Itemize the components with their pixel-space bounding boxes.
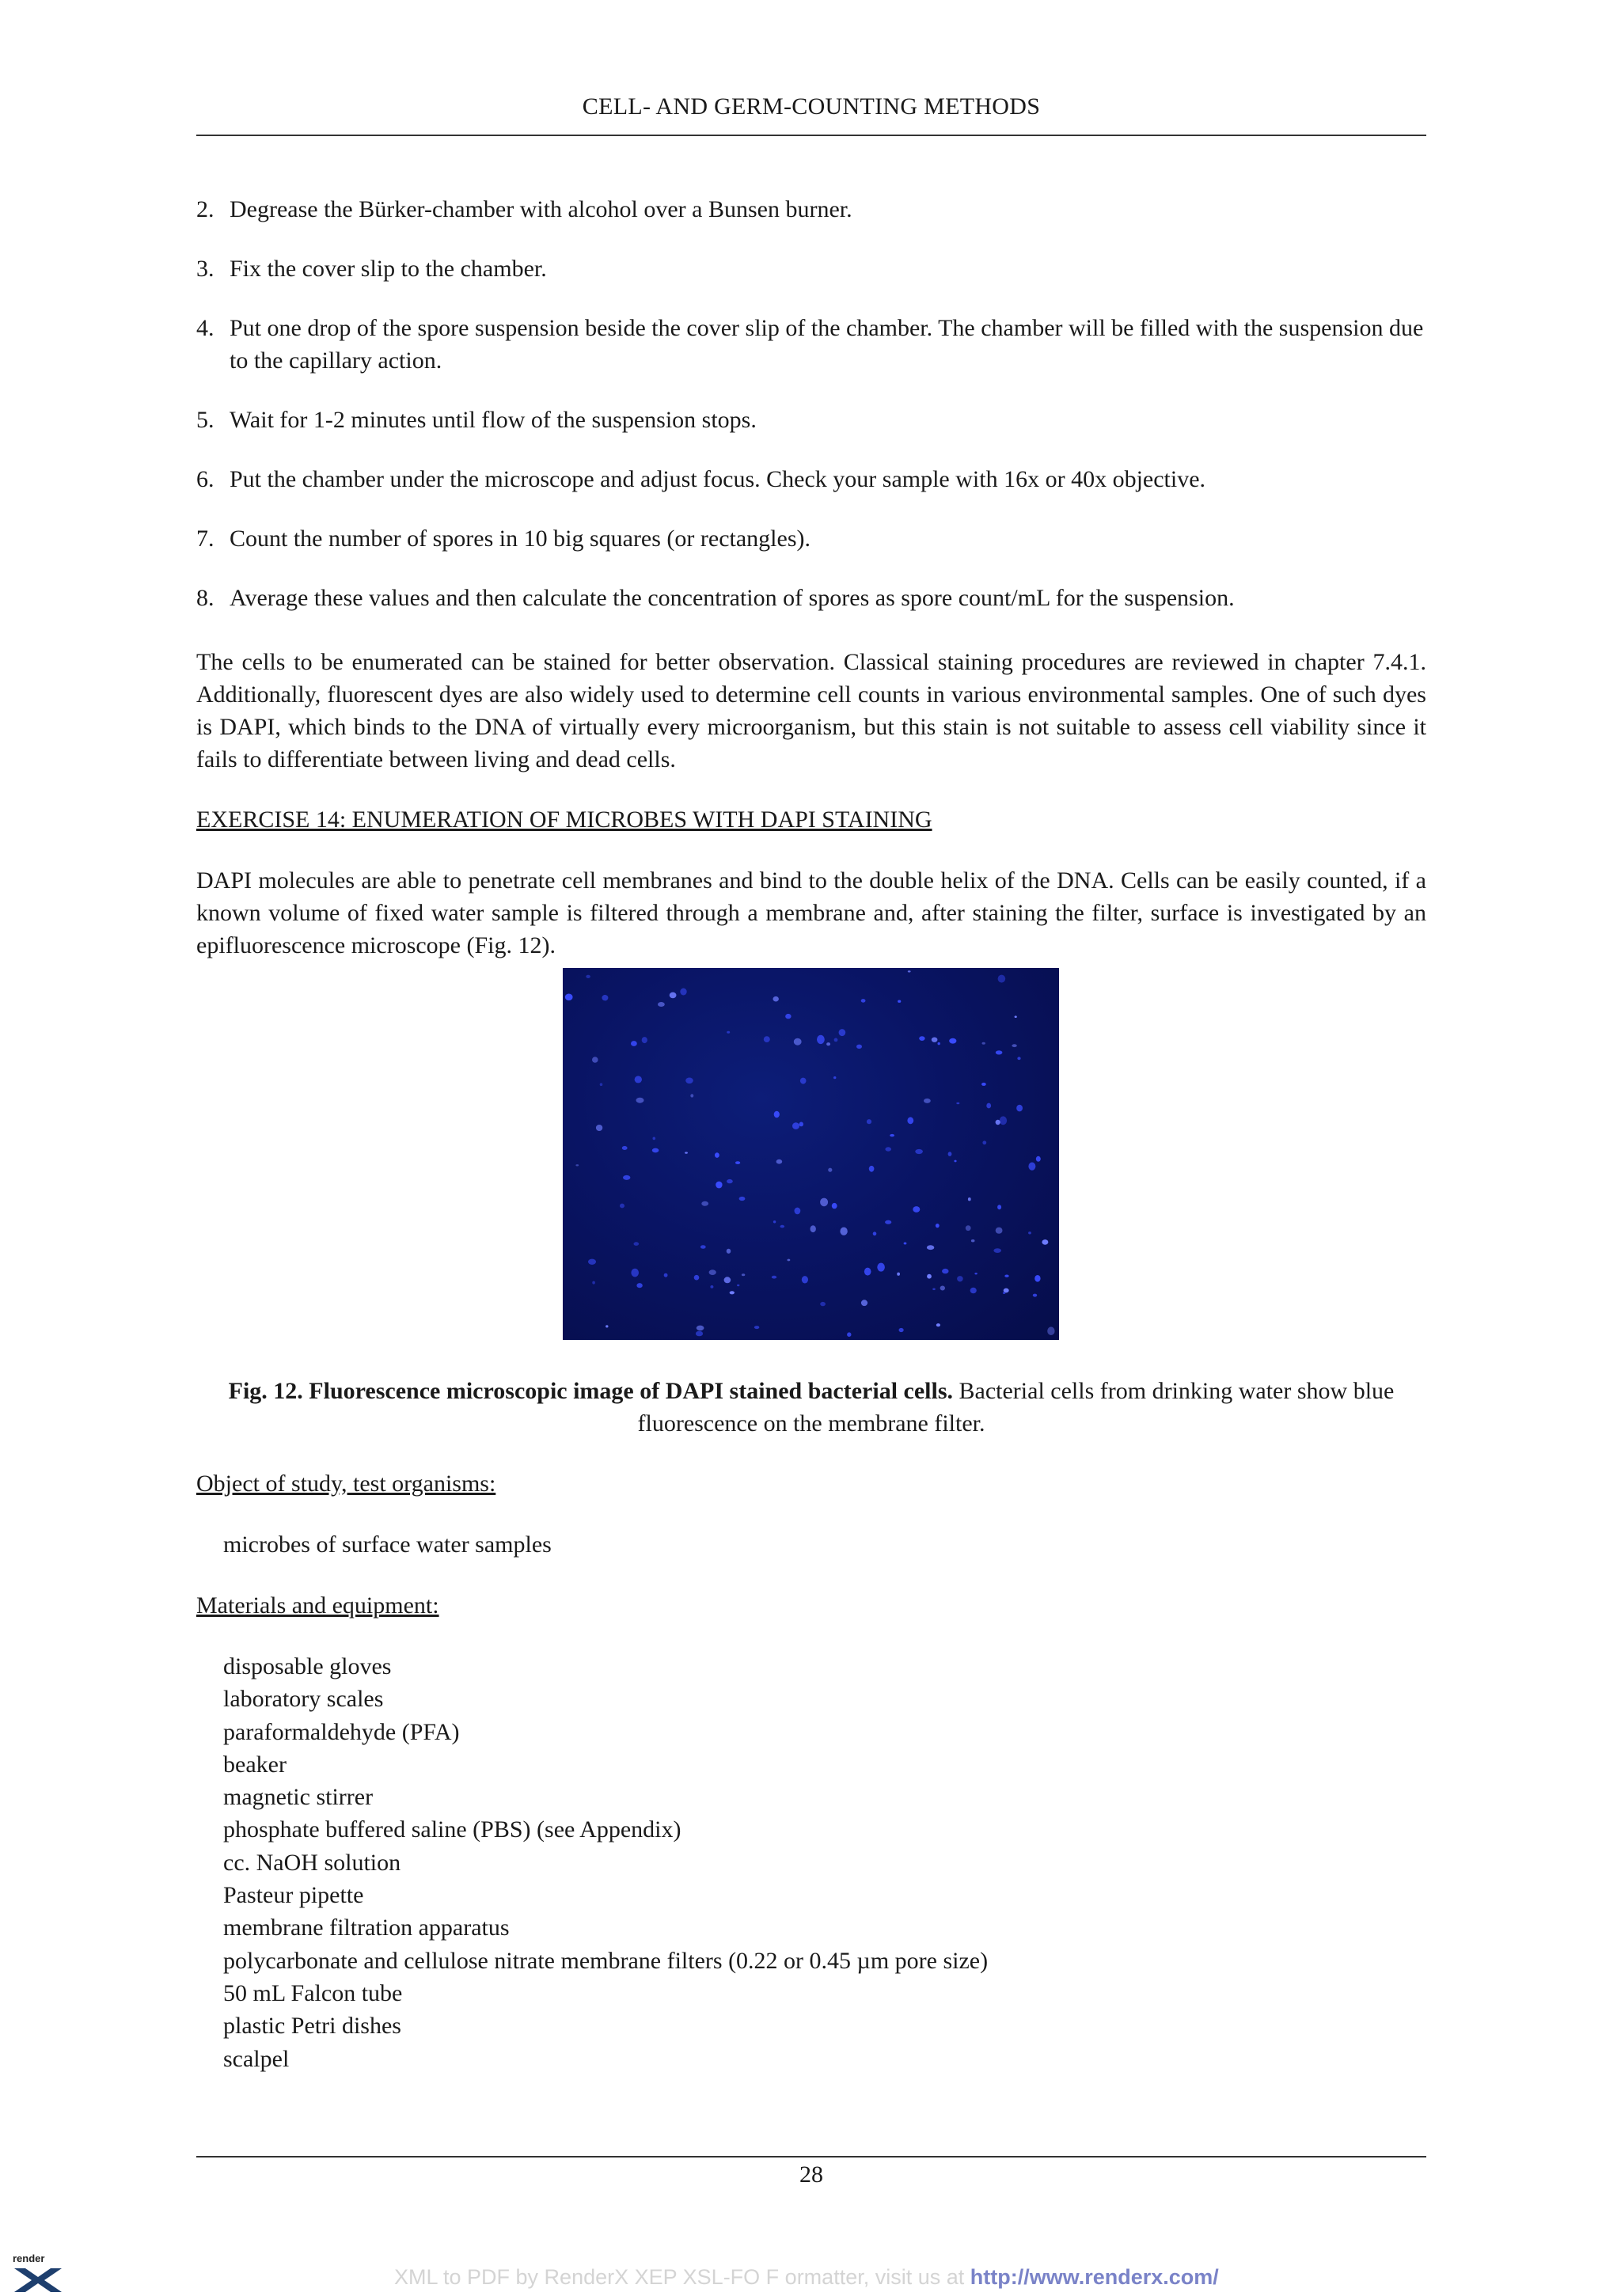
step-text: Put the chamber under the microscope and adjust focus. Check your sample with 16x or 40x objective. [230, 466, 1206, 492]
header-rule [196, 135, 1426, 136]
fluorescent-cell [1042, 1239, 1048, 1245]
fluorescent-cell [653, 1137, 656, 1140]
fluorescent-cell [680, 989, 686, 996]
procedure-steps [196, 193, 1426, 641]
list-item: beaker [223, 1751, 287, 1778]
fluorescent-cell [773, 1220, 776, 1223]
step-number: 4. [196, 315, 214, 341]
fluorescent-cell [1034, 1275, 1040, 1282]
fluorescent-cell [885, 1147, 891, 1151]
fluorescent-cell [739, 1197, 746, 1201]
fluorescent-cell [592, 1281, 595, 1285]
fluorescent-cell [833, 1076, 836, 1079]
fluorescent-cell [788, 1259, 791, 1262]
fluorescent-cell [899, 1328, 904, 1332]
fluorescent-cell [764, 1036, 770, 1042]
list-item [196, 404, 1426, 436]
fluorescent-cell [1000, 1116, 1007, 1125]
fluorescent-cell [869, 1166, 875, 1172]
fluorescent-cell [631, 1041, 637, 1046]
fluorescent-cell [1003, 1292, 1005, 1294]
fluorescent-cell [898, 1000, 901, 1003]
fluorescent-cell [709, 1269, 716, 1275]
fluorescent-cell [730, 1291, 735, 1294]
fluorescent-cell [932, 1038, 938, 1042]
fluorescent-cell [940, 1286, 945, 1291]
fluorescent-cell [919, 1036, 924, 1041]
fluorescent-cell [685, 1078, 693, 1084]
fluorescent-cell [996, 1120, 1000, 1125]
fluorescent-cell [986, 1103, 991, 1109]
fluorescent-cell [996, 1050, 1003, 1054]
renderx-logo [8, 2252, 71, 2292]
fluorescent-cell [606, 1325, 608, 1327]
fluorescent-cell [622, 1146, 628, 1150]
fluorescent-cell [1028, 1163, 1035, 1171]
figure-caption-title: Fig. 12. Fluorescence microscopic image of DAPI stained bacterial cells. [228, 1378, 954, 1404]
fluorescent-cell [1028, 1231, 1031, 1234]
fluorescent-cell [697, 1326, 704, 1331]
step-text: Wait for 1-2 minutes until flow of the suspension stops. [230, 407, 757, 433]
fluorescent-cell [820, 1302, 826, 1306]
fluorescent-cell [620, 1204, 624, 1209]
fluorescent-cell [737, 1285, 739, 1286]
fluorescent-cell [631, 1269, 639, 1277]
fluorescent-cell [1017, 1057, 1020, 1060]
fluorescent-cell [1004, 1275, 1008, 1277]
exercise-heading: EXERCISE 14: ENUMERATION OF MICROBES WITH DAPI STAINING [196, 806, 932, 833]
fluorescent-cell [873, 1231, 877, 1235]
list-item: phosphate buffered saline (PBS) (see Appendix) [223, 1816, 681, 1843]
fluorescent-cell [982, 1042, 985, 1045]
fluorescent-cell [897, 1273, 900, 1276]
watermark-text: XML to PDF by RenderX XEP XSL-FO F ormatter, visit us at [394, 2265, 970, 2289]
object-heading: Object of study, test organisms: [196, 1471, 496, 1497]
fluorescent-cell [636, 1098, 644, 1103]
fluorescent-cell [780, 1225, 785, 1228]
fluorescent-cell [727, 1179, 733, 1183]
fluorescent-cell [701, 1201, 708, 1206]
fluorescent-cell [774, 1111, 780, 1118]
list-item [196, 252, 1426, 285]
figure-caption [196, 1375, 1426, 1440]
list-item: paraformaldehyde (PFA) [223, 1718, 460, 1745]
fluorescent-cell [696, 1331, 703, 1337]
fluorescent-cell [575, 1164, 579, 1166]
fluorescent-cell [864, 1268, 871, 1276]
fluorescent-cell [685, 1152, 688, 1153]
watermark-link[interactable]: http://www.renderx.com/ [970, 2265, 1219, 2289]
step-text: Average these values and then calculate the concentration of spores as spore count/mL for the suspension. [230, 585, 1235, 611]
fluorescent-cell [1036, 1156, 1041, 1162]
fluorescent-cell [1015, 1015, 1017, 1018]
fluorescent-cell [658, 1002, 665, 1007]
list-item: cc. NaOH solution [223, 1849, 401, 1876]
fluorescent-cell [998, 975, 1006, 983]
fluorescent-cell [652, 1148, 659, 1153]
fluorescent-cell [794, 1038, 802, 1046]
step-number: 6. [196, 466, 214, 492]
fluorescent-cell [826, 1042, 830, 1046]
fluorescent-cell [799, 1122, 803, 1127]
fluorescent-cell [773, 996, 779, 1002]
fluorescent-cell [974, 1273, 977, 1274]
fluorescent-cell [834, 1038, 838, 1042]
fluorescent-cell [938, 1042, 940, 1045]
step-text: Count the number of spores in 10 big squares (or rectangles). [230, 526, 810, 552]
fluorescent-cell [1047, 1326, 1054, 1335]
fluorescent-cell [948, 1152, 952, 1156]
footer-rule [196, 2156, 1426, 2157]
fluorescent-cell [636, 1283, 642, 1288]
fluorescent-cell [861, 999, 866, 1003]
fluorescent-cell [847, 1332, 851, 1337]
step-text: Put one drop of the spore suspension beside the cover slip of the chamber. The chamber will be filled with the suspension due to the capillary action. [230, 315, 1424, 374]
list-item: 50 mL Falcon tube [223, 1979, 403, 2006]
fluorescent-cell [795, 1208, 801, 1215]
list-item: disposable gloves [223, 1653, 392, 1679]
list-item: microbes of surface water samples [223, 1531, 552, 1558]
fluorescent-cell [885, 1220, 891, 1224]
fluorescent-cell [839, 1029, 846, 1036]
fluorescent-cell [800, 1078, 807, 1084]
page-number: 28 [799, 2161, 823, 2188]
list-item: plastic Petri dishes [223, 2013, 401, 2040]
fluorescent-cell [970, 1288, 977, 1293]
fluorescent-cell [810, 1225, 816, 1232]
fluorescent-cell [565, 994, 573, 1001]
fluorescent-cell [634, 1242, 640, 1246]
fluorescent-cell [936, 1323, 940, 1326]
dapi-paragraph: DAPI molecules are able to penetrate cell membranes and bind to the double helix of the DNA. Cells can be easily counted, if a known volume of fixed water sample is filtered through a membrane and, after staining the filter, surface is investigated by an epifluorescence microscope (Fig. 12). [196, 867, 1426, 958]
materials-heading: Materials and equipment: [196, 1592, 439, 1619]
fluorescent-cell [861, 1300, 867, 1306]
fluorescent-cell [670, 992, 677, 999]
fluorescent-cell [942, 1269, 948, 1273]
list-item: membrane filtration apparatus [223, 1915, 510, 1941]
fluorescent-cell [635, 1076, 642, 1083]
figure-caption-text: Bacterial cells from drinking water show blue fluorescence on the membrane filter. [637, 1378, 1395, 1436]
fluorescent-cell [956, 1102, 959, 1104]
fluorescent-cell [932, 1288, 936, 1291]
list-item [196, 193, 1426, 226]
fluorescent-cell [1016, 1105, 1023, 1112]
list-item: Pasteur pipette [223, 1882, 364, 1909]
fluorescent-cell [817, 1035, 825, 1044]
fluorescent-cell [927, 1274, 932, 1279]
fluorescent-cell [966, 1225, 971, 1231]
list-item [196, 522, 1426, 555]
fluorescent-cell [694, 1275, 700, 1281]
fluorescent-cell [997, 1205, 1001, 1209]
fluorescent-cell [936, 1224, 940, 1228]
step-number: 2. [196, 196, 214, 222]
fluorescent-cell [602, 995, 608, 1000]
list-item [196, 312, 1426, 377]
fluorescent-cell [700, 1245, 706, 1249]
list-item: scalpel [223, 2045, 290, 2072]
fluorescent-cell [754, 1326, 759, 1329]
fluorescent-cell [802, 1276, 808, 1283]
fluorescent-cell [877, 1263, 885, 1272]
fluorescent-cell [954, 1160, 956, 1163]
fluorescent-cell [820, 1198, 828, 1207]
step-number: 7. [196, 526, 214, 552]
fluorescent-cell [727, 1031, 730, 1034]
fluorescent-cell [586, 975, 590, 978]
fluorescent-cell [710, 1285, 713, 1288]
fluorescent-cell [915, 1149, 923, 1154]
fluorescent-cell [993, 1248, 1001, 1253]
fluorescent-cell [664, 1273, 668, 1277]
step-text: Degrease the Bürker-chamber with alcohol over a Bunsen burner. [230, 196, 852, 222]
fluorescent-cell [792, 1122, 799, 1129]
fluorescent-cell [588, 1259, 596, 1265]
step-number: 8. [196, 585, 214, 611]
fluorescent-cell [904, 1243, 907, 1245]
fluorescent-cell [949, 1038, 956, 1044]
fluorescent-cell [828, 1168, 832, 1172]
fluorescent-cell [600, 1083, 603, 1086]
fluorescent-cell [690, 1094, 693, 1097]
fluorescent-cell [890, 1134, 894, 1137]
fluorescent-cells [563, 968, 1059, 1340]
list-item [196, 582, 1426, 614]
fluorescent-cell [716, 1182, 722, 1189]
list-item: laboratory scales [223, 1686, 384, 1713]
list-item [196, 463, 1426, 495]
fluorescent-cell [596, 1125, 602, 1131]
step-number: 5. [196, 407, 214, 433]
fluorescent-cell [776, 1159, 783, 1164]
fluorescent-cell [957, 1276, 963, 1281]
fluorescent-cell [907, 1117, 913, 1124]
fluorescent-cell [971, 1239, 975, 1242]
fluorescent-cell [742, 1273, 745, 1276]
page-header: CELL- AND GERM-COUNTING METHODS [582, 93, 1041, 120]
fluorescent-cell [785, 1014, 791, 1019]
fluorescent-cell [623, 1175, 630, 1180]
fluorescent-cell [642, 1037, 647, 1043]
fluorescent-cell [996, 1228, 1003, 1234]
staining-paragraph: The cells to be enumerated can be stained for better observation. Classical staining procedures are reviewed in chapter 7.4.1. Additionally, fluorescent dyes are also widely used to determine cell counts in various environmental samples. One of such dyes is DAPI, which binds to the DNA of virtually every microorganism, but this stain is not suitable to assess cell viability since it fails to differentiate between living and dead cells. [196, 649, 1426, 772]
fluorescent-cell [735, 1161, 740, 1164]
fluorescent-cell [867, 1119, 871, 1124]
fluorescent-cell [1012, 1044, 1016, 1047]
fluorescent-cell [1033, 1294, 1037, 1297]
list-item: polycarbonate and cellulose nitrate membrane filters (0.22 or 0.45 µm pore size) [223, 1947, 989, 1974]
fluorescent-cell [856, 1045, 862, 1049]
fluorescent-cell [908, 970, 911, 972]
fluorescent-cell [832, 1203, 837, 1209]
fluorescent-cell [715, 1152, 719, 1158]
fluorescent-cell [727, 1249, 731, 1254]
fluorescent-cell [913, 1206, 920, 1213]
object-list [223, 1528, 552, 1561]
fluorescent-cell [924, 1099, 931, 1103]
logo-word: render [13, 2252, 45, 2264]
dapi-microscope-image [563, 968, 1059, 1340]
fluorescent-cell [981, 1083, 986, 1086]
fluorescent-cell [927, 1245, 934, 1250]
fluorescent-cell [772, 1276, 776, 1279]
fluorescent-cell [982, 1140, 986, 1144]
materials-list [223, 1650, 988, 2075]
fluorescent-cell [724, 1277, 731, 1283]
list-item: magnetic stirrer [223, 1784, 374, 1811]
step-number: 3. [196, 256, 214, 282]
step-text: Fix the cover slip to the chamber. [230, 256, 547, 282]
fluorescent-cell [968, 1197, 971, 1201]
fluorescent-cell [840, 1228, 847, 1235]
watermark [394, 2265, 1219, 2290]
fluorescent-cell [592, 1057, 598, 1063]
